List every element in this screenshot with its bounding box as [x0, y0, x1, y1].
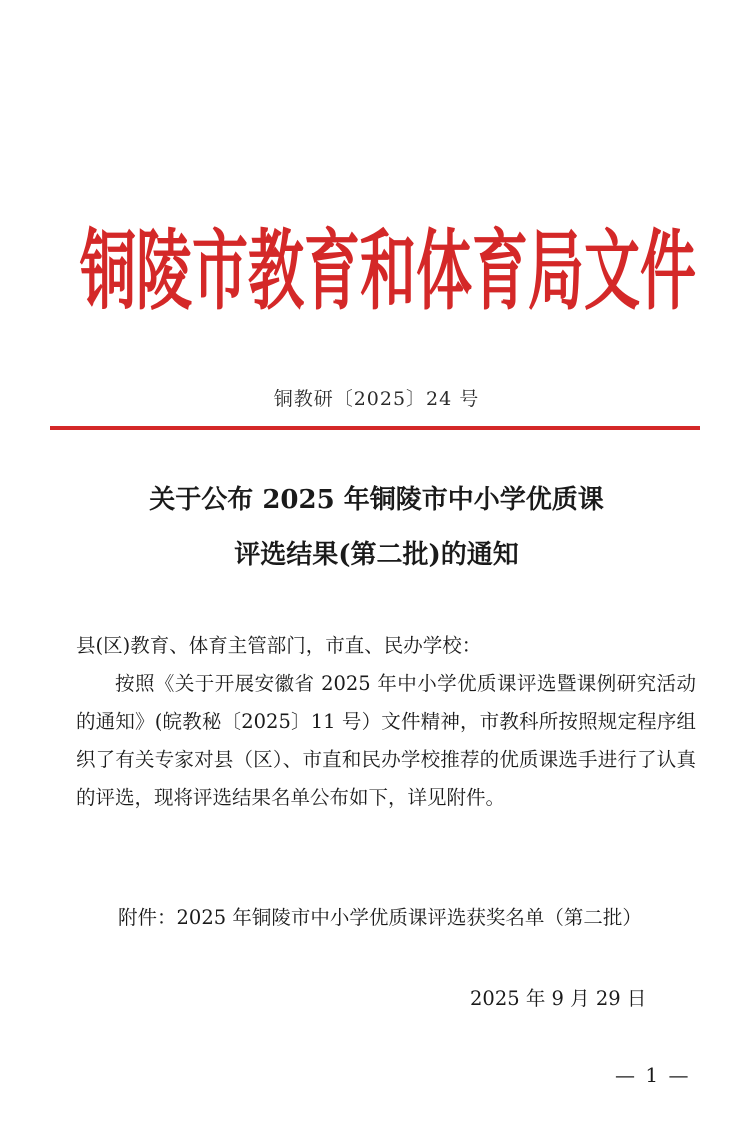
red-divider-line	[50, 426, 700, 430]
masthead-char: 市	[192, 221, 248, 323]
notice-title-line-2: 评选结果(第二批)的通知	[234, 540, 519, 570]
masthead-char: 育	[304, 221, 360, 323]
page-number: — 1 —	[615, 1063, 691, 1087]
notice-title-line-1: 关于公布 2025 年铜陵市中小学优质课	[149, 485, 604, 515]
masthead-char: 教	[248, 221, 304, 323]
masthead-char: 陵	[136, 221, 192, 323]
attachment-note: 附件：2025 年铜陵市中小学优质课评选获奖名单（第二批）	[118, 906, 642, 929]
body-paragraph: 按照《关于开展安徽省 2025 年中小学优质课评选暨课例研究活动的通知》(皖教秘〔2025〕11 号）文件精神，市教科所按照规定程序组织了有关专家对县（区）、市直和民办学校推荐的优质课选手进行了认真的评选，现将评选结果名单公布如下，详见附件。	[76, 672, 696, 809]
masthead-char: 和	[360, 221, 416, 323]
issue-date: 2025 年 9 月 29 日	[470, 987, 647, 1010]
masthead-char: 局	[528, 221, 584, 323]
masthead-char: 育	[472, 221, 528, 323]
masthead-char: 体	[416, 221, 472, 323]
masthead-char: 文	[584, 221, 640, 323]
document-number: 铜教研〔2025〕24 号	[273, 388, 480, 410]
masthead-char: 件	[640, 221, 696, 323]
masthead-char: 铜	[80, 221, 136, 323]
salutation: 县(区)教育、体育主管部门，市直、民办学校：	[76, 634, 482, 657]
masthead-title	[80, 218, 696, 328]
